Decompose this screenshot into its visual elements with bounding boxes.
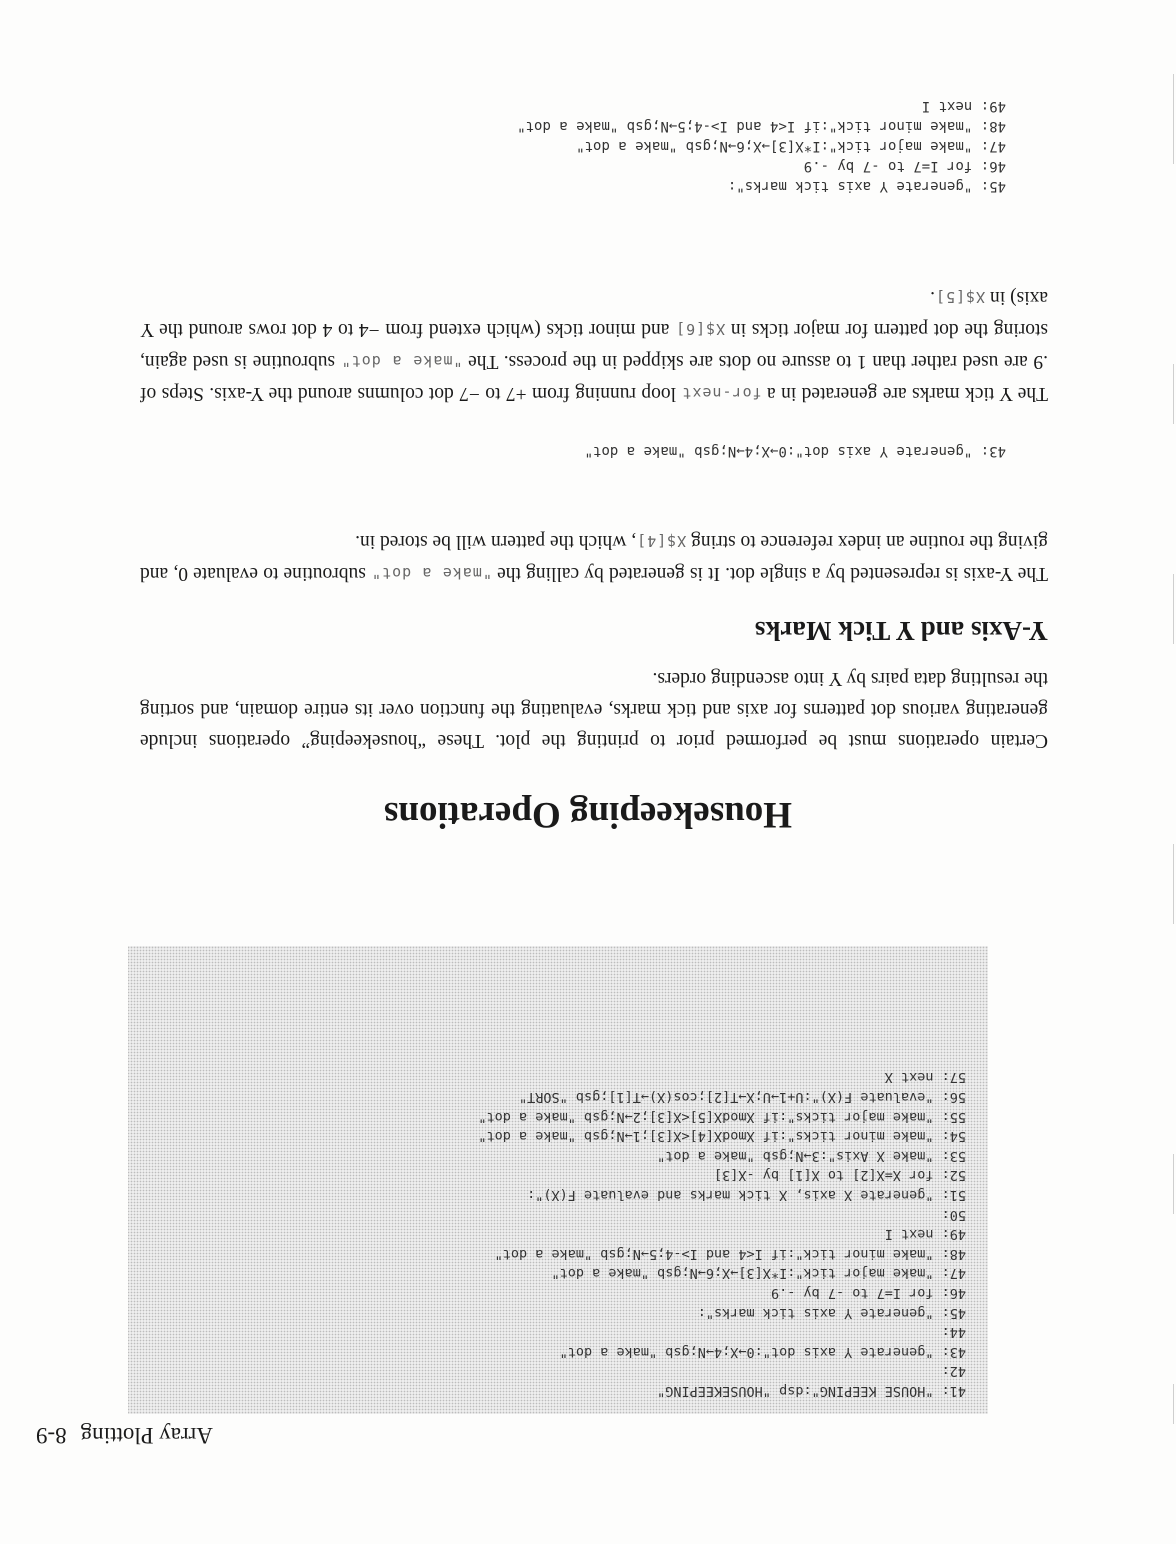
text-run: subroutine is used again, storing the dot pattern for major ticks in (140, 319, 1048, 372)
inline-code: X$[4] (636, 532, 687, 550)
listing-line: 45: "generate Y axis tick marks": (697, 1304, 966, 1321)
listing-line: 43: "generate Y axis dot":0→X;4→N;gsb "make a dot" (559, 1343, 966, 1360)
code-line: 45: "generate Y axis tick marks": (727, 178, 1006, 194)
text-run: The Y tick marks are generated in a (761, 383, 1048, 404)
code-line: 43: "generate Y axis dot":0→X;4→N;gsb "make a dot" (584, 443, 1006, 459)
y-axis-paragraph (140, 525, 1048, 589)
inline-code: "make a dot" (371, 564, 492, 582)
listing-line: 57: next X (884, 1069, 966, 1086)
listing-line: 56: "evaluate F(X)":U+1→U;X→T[2];cos(X)→T[1];gsb "SORT" (518, 1089, 966, 1106)
listing-line: 47: "make major tick":I*X[3]→X;6→N;gsb "make a dot" (551, 1265, 966, 1282)
code-line: 49: next I (921, 98, 1006, 114)
inline-code: "make a dot" (340, 352, 463, 370)
listing-line: 49: next I (884, 1226, 966, 1243)
listing-line: 54: "make minor ticks":if XmodX[4]<X[3];1→N;gsb "make a dot" (478, 1128, 966, 1145)
listing-line: 51: "generate X axis, X tick marks and evaluate F(X)": (527, 1187, 966, 1204)
text-run: The Y-axis is represented by a single dot. It is generated by calling the (491, 563, 1048, 584)
header-title: Array Plotting (80, 1423, 213, 1448)
text-run: , which the pattern will be stored in. (355, 531, 637, 552)
paragraph-text: Certain operations must be performed prior to printing the plot. These “housekeeping” operations include generating various dot patterns for axis and tick marks, evaluating the function over its entire domain, and sorting the resulting data pairs by Y into ascending orders. (140, 668, 1048, 751)
code-block (517, 96, 1006, 196)
listing-line: 46: for I=7 to -7 by -.9 (770, 1285, 966, 1302)
text-run: subroutine to evaluate 0, and giving the routine an index reference to string (140, 531, 1048, 584)
subsection-heading: Y-Axis and Y Tick Marks (754, 616, 1048, 646)
listing-line: 42: (941, 1363, 966, 1380)
listing-line: 48: "make minor tick":if I<4 and I>-4;5→N;gsb "make a dot" (494, 1245, 966, 1262)
program-listing (128, 946, 988, 1414)
housekeeping-paragraph (140, 663, 1048, 756)
inline-code: X$[5] (935, 288, 986, 306)
listing-line: 50: (941, 1206, 966, 1223)
text-run: . (930, 287, 936, 308)
code-line: 48: "make minor tick":if I<4 and I>-4;5→N;gsb "make a dot" (517, 118, 1006, 134)
binding-edge (1162, 0, 1176, 1544)
inline-code: X$[6] (675, 320, 726, 338)
inline-code: for-next (681, 384, 762, 402)
code-line: 47: "make major tick":I*X[3]→X;6→N;gsb "make a dot" (576, 138, 1006, 154)
section-heading: Housekeeping Operations (383, 794, 793, 835)
listing-line: 53: "make X Axis":3→N;gsb "make a dot" (657, 1147, 966, 1164)
listing-line: 44: (941, 1324, 966, 1341)
listing-line: 55: "make major ticks":if XmodX[5]<X[3];2→N;gsb "make a dot" (478, 1108, 966, 1125)
tick-marks-paragraph (140, 281, 1048, 409)
page-number: 8-9 (36, 1423, 67, 1448)
code-line: 46: for I=7 to -7 by -.9 (803, 158, 1006, 174)
text-run: loop running from +7 to −7 dot columns around the Y-axis. Steps of .9 are used rather than 1 to assure no dots are skipped in the process. The (140, 351, 1048, 404)
listing-line: 41: "HOUSE KEEPING":dsp "HOUSEKEEPING" (657, 1383, 966, 1399)
text-run: and minor ticks (which extend from −4 to 4 dot rows around the Y axis) in (140, 287, 1048, 340)
listing-line: 52: for X=X[2] to X[1] by -X[3] (714, 1167, 966, 1184)
page-header (36, 1422, 236, 1448)
